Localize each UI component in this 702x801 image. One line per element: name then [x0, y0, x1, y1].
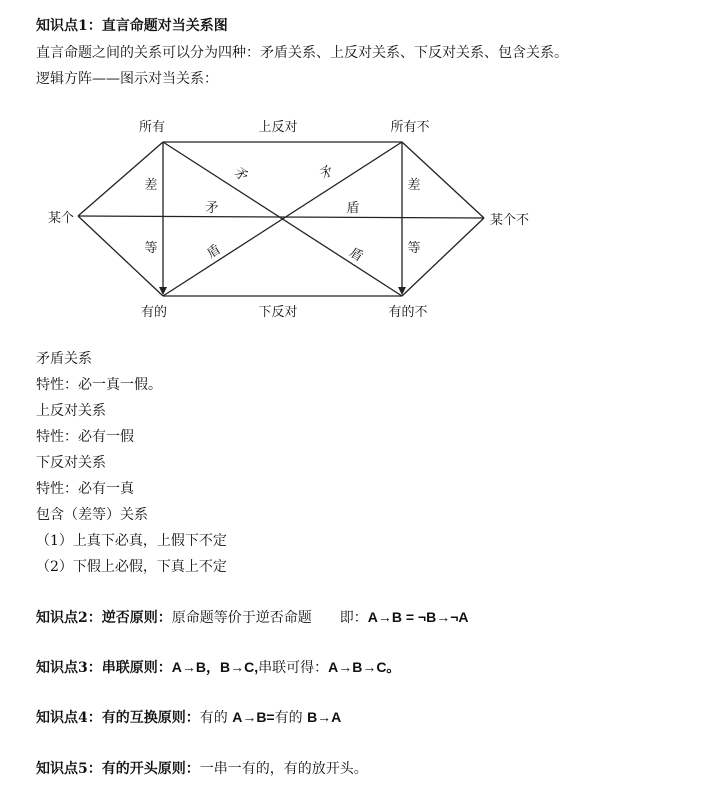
label-certain: 某个	[47, 211, 74, 226]
kp4-label: 知识点4：有的互换原则：	[36, 710, 200, 726]
label-diag-mao-1: 矛	[231, 165, 251, 185]
relation-contrary: 上反对关系	[36, 403, 106, 419]
label-some-not: 有的不	[388, 305, 428, 320]
label-diag-mao-2: 矛	[317, 163, 337, 183]
logic-square-diagram	[40, 104, 540, 329]
relation-subcontrary: 下反对关系	[36, 455, 106, 471]
relation-subalternation: 包含（差等）关系	[36, 507, 148, 523]
kp4-rule2: B→A	[307, 709, 342, 725]
kp4-text1: 有的	[199, 710, 228, 726]
kp2-text: 原命题等价于逆否命题	[171, 610, 312, 626]
label-sub-left-top: 差	[144, 178, 158, 193]
kp2-rule: A→B = ¬B→¬A	[367, 609, 469, 625]
relation-contradiction-trait: 特性：必一真一假。	[36, 377, 162, 393]
kp5-line	[36, 760, 368, 778]
right-lower-side	[402, 218, 484, 296]
label-sub-left-bottom: 等	[144, 241, 158, 256]
relation-contrary-trait: 特性：必有一假	[36, 429, 134, 445]
kp1-intro: 直言命题之间的关系可以分为四种：矛盾关系、上反对关系、下反对关系、包含关系。	[36, 45, 568, 61]
kp4-text2: 有的	[274, 710, 303, 726]
kp2-line	[36, 608, 469, 627]
kp5-text: 一串一有的，有的放开头。	[199, 761, 368, 777]
kp4-rule: A→B=	[232, 709, 275, 725]
relation-contradiction: 矛盾关系	[36, 351, 92, 367]
label-sub-right-bottom: 等	[407, 241, 421, 256]
kp5-label: 知识点5：有的开头原则：	[36, 761, 200, 777]
label-contra-mao: 矛	[205, 201, 219, 216]
kp1-square-intro: 逻辑方阵——图示对当关系：	[36, 71, 218, 87]
kp4-line	[36, 708, 341, 727]
kp3-line	[36, 658, 400, 677]
kp3-text: 串联可得：	[258, 660, 329, 676]
label-some: 有的	[140, 305, 168, 320]
relation-subcontrary-trait: 特性：必有一真	[36, 481, 134, 497]
kp2-rule-prefix: 即：	[339, 610, 368, 626]
label-diag-dun-2: 盾	[346, 245, 366, 265]
label-diag-dun-1: 盾	[204, 242, 224, 262]
relation-subalternation-rule-2: （2）下假上必假，下真上不定	[36, 559, 227, 575]
kp3-rule1: A→B，B→C,	[171, 659, 259, 675]
kp1-heading: 知识点1：直言命题对当关系图	[36, 18, 228, 34]
label-all: 所有	[138, 120, 166, 135]
kp2-label: 知识点2：逆否原则：	[36, 610, 172, 626]
label-subcontrary: 下反对	[258, 305, 298, 320]
left-lower-side	[78, 216, 163, 296]
kp3-rule2: A→B→C。	[328, 659, 401, 675]
label-all-not: 所有不	[390, 120, 430, 135]
kp3-label: 知识点3：串联原则：	[36, 660, 172, 676]
label-contrary: 上反对	[258, 120, 298, 135]
relation-subalternation-rule-1: （1）上真下必真，上假下不定	[36, 533, 227, 549]
label-sub-right-top: 差	[407, 178, 421, 193]
label-contra-dun: 盾	[346, 201, 360, 216]
label-certain-not: 某个不	[490, 213, 530, 228]
